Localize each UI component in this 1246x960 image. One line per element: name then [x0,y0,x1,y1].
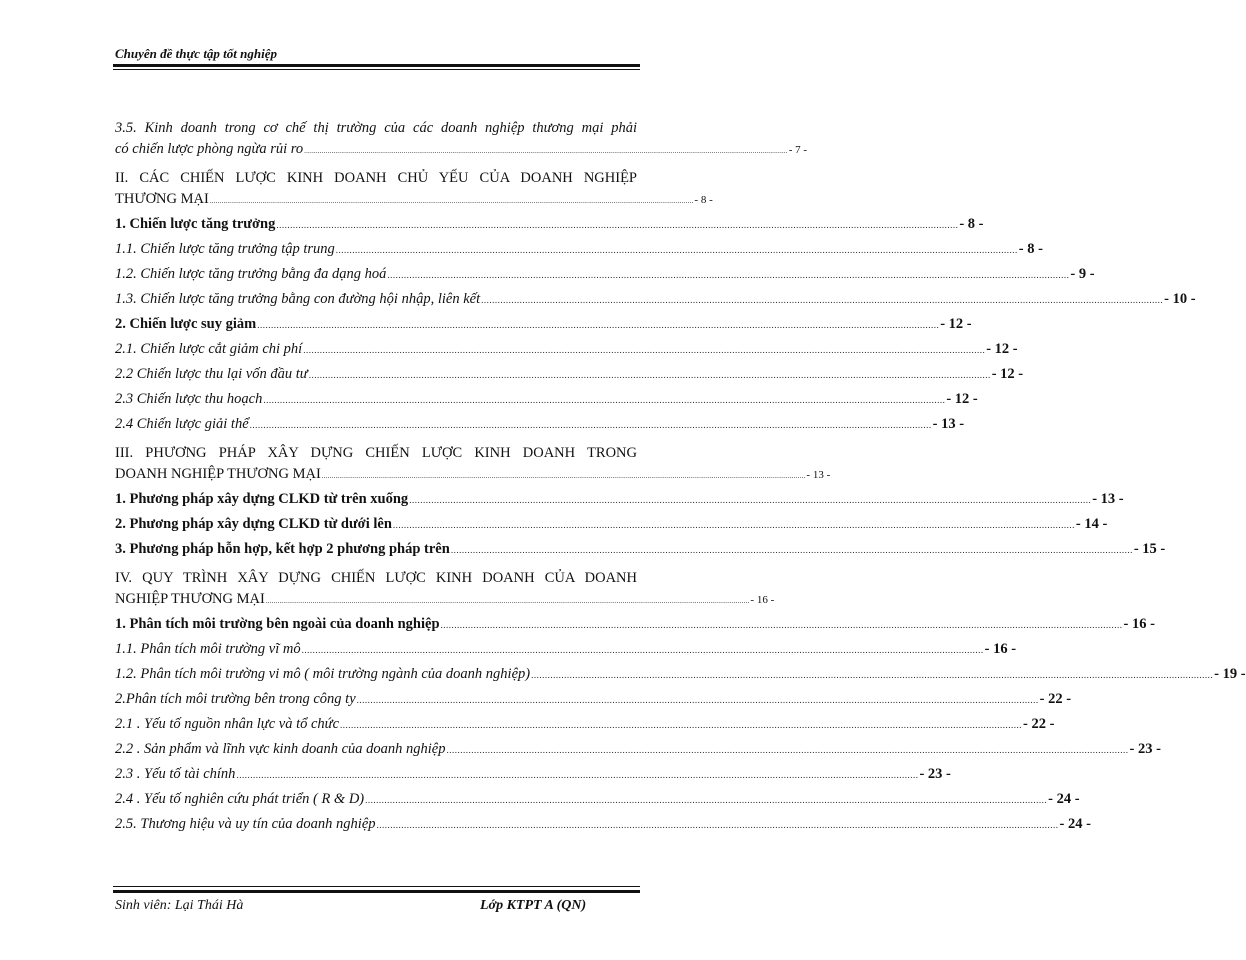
toc-dot-leader [336,245,1018,255]
toc-dot-leader [340,720,1022,730]
toc-entry[interactable] [115,741,1161,766]
toc-entry-label: 3. Phương pháp hỗn hợp, kết hợp 2 phương pháp trên [115,541,450,557]
toc-dot-leader [365,795,1047,805]
toc-page-number: - 16 - [750,594,775,606]
toc-entry[interactable] [115,391,978,416]
toc-entry-label: 1. Chiến lược tăng trưởng [115,216,276,232]
toc-page-number: - 12 - [986,341,1018,357]
toc-entry[interactable] [115,641,1017,666]
toc-dot-leader [441,620,1123,630]
toc-page-number: - 14 - [1075,516,1108,532]
toc-page-number: - 22 - [1023,716,1055,732]
toc-page-number: - 8 - [959,216,984,232]
toc-page-number: - 13 - [1092,491,1124,507]
toc-page-number: - 13 - [806,469,831,481]
toc-page-number: - 10 - [1164,291,1196,307]
toc-entry-label: 2.2 . Sản phẩm và lĩnh vực kinh doanh của doanh nghiệp [115,741,446,757]
toc-entry[interactable] [115,216,984,241]
toc-entry-label-line1: IV. QUY TRÌNH XÂY DỰNG CHIẾN LƯỢC KINH DOANH CỦA DOANH [115,570,637,586]
toc-page-number: - 16 - [1123,616,1155,632]
toc-entry-label: 2.3 . Yếu tố tài chính [115,766,236,782]
toc-entry-label: 2.1 . Yếu tố nguồn nhân lực và tổ chức [115,716,340,732]
toc-entry[interactable] [115,491,1124,516]
toc-entry-label: 2.4 Chiến lược giải thể [115,416,249,432]
header-rule-thick [113,64,640,67]
toc-dot-leader [263,395,945,405]
toc-entry[interactable] [115,341,1018,366]
toc-page-number: - 8 - [694,194,713,206]
toc-dot-leader [250,420,932,430]
toc-entry-label: 1.1. Phân tích môi trường vĩ mô [115,641,301,657]
footer-rule-thin [113,886,640,887]
toc-dot-leader [302,645,984,655]
toc-page-number: - 24 - [1048,791,1080,807]
toc-dot-leader [210,197,694,205]
toc-page-number: - 23 - [1129,741,1161,757]
toc-page-number: - 16 - [984,641,1017,657]
toc-dot-leader [531,670,1213,680]
toc-entry-label-line2: có chiến lược phòng ngừa rủi ro [115,141,304,157]
toc-entry-label-line1: 3.5. Kinh doanh trong cơ chế thị trường của các doanh nghiệp thương mại phải [115,120,637,136]
toc-page-number: - 12 - [991,366,1024,382]
toc-dot-leader [446,745,1128,755]
toc-entry-label: 1. Phân tích môi trường bên ngoài của doanh nghiệp [115,616,440,632]
toc-page-number: - 7 - [788,144,808,156]
toc-entry-label-line2: NGHIỆP THƯƠNG MẠI [115,591,265,607]
toc-dot-leader [266,597,750,605]
toc-entry-label: 2.4 . Yếu tố nghiên cứu phát triển ( R & D) [115,791,365,807]
toc-entry[interactable] [115,241,1043,266]
toc-entry-label-line1: II. CÁC CHIẾN LƯỢC KINH DOANH CHỦ YẾU CỦA DOANH NGHIỆP [115,170,637,186]
toc-entry[interactable] [115,291,1196,316]
toc-entry[interactable] [115,766,951,791]
toc-dot-leader [387,270,1069,280]
toc-entry-label: 2.1. Chiến lược cắt giảm chi phí [115,341,303,357]
toc-entry-label: 2.5. Thương hiệu và uy tín của doanh nghiệp [115,816,376,832]
toc-entry-label: 2.Phân tích môi trường bên trong công ty [115,691,356,707]
toc-entry[interactable] [115,166,713,216]
toc-dot-leader [257,320,939,330]
toc-page-number: - 15 - [1133,541,1166,557]
footer-rule-thick [113,890,640,893]
toc-entry[interactable] [115,666,1246,691]
toc-entry[interactable] [115,516,1108,541]
toc-dot-leader [451,545,1133,555]
toc-entry[interactable] [115,416,965,441]
toc-dot-leader [236,770,918,780]
toc-dot-leader [357,695,1039,705]
toc-entry[interactable] [115,366,1024,391]
toc-entry[interactable] [115,716,1055,741]
header-title: Chuyên đề thực tập tốt nghiệp [115,46,277,61]
toc-page-number: - 13 - [932,416,965,432]
toc-entry-label-line2: THƯƠNG MẠI [115,191,209,207]
toc-entry[interactable] [115,791,1080,816]
toc-page-number: - 8 - [1018,241,1043,257]
toc-entry-label: 2.2 Chiến lược thu lại vốn đầu tư [115,366,308,382]
toc-dot-leader [276,220,958,230]
toc-page-number: - 12 - [940,316,972,332]
toc-entry-label-line2: DOANH NGHIỆP THƯƠNG MẠI [115,466,321,482]
toc-dot-leader [322,472,806,480]
toc-entry-label: 1.1. Chiến lược tăng trưởng tập trung [115,241,335,257]
footer-student: Sinh viên: Lại Thái Hà [115,898,244,913]
toc-entry[interactable] [115,266,1095,291]
toc-entry[interactable] [115,816,1091,841]
footer-class: Lớp KTPT A (QN) [480,898,587,913]
toc-dot-leader [309,370,991,380]
toc-entry[interactable] [115,616,1155,641]
toc-dot-leader [304,147,788,155]
toc-page-number: - 12 - [946,391,978,407]
toc-page-number: - 22 - [1039,691,1072,707]
toc-entry[interactable] [115,566,775,616]
toc-entry-label: 2. Chiến lược suy giảm [115,316,257,332]
table-of-contents [115,116,1246,841]
toc-entry[interactable] [115,441,831,491]
toc-entry-label: 2.3 Chiến lược thu hoạch [115,391,263,407]
header-rule-thin [113,69,640,70]
toc-page-number: - 19 - [1214,666,1246,682]
toc-dot-leader [393,520,1075,530]
toc-dot-leader [481,295,1163,305]
toc-dot-leader [409,495,1091,505]
toc-dot-leader [377,820,1059,830]
toc-entry-label: 1.3. Chiến lược tăng trưởng bằng con đường hội nhập, liên kết [115,291,481,307]
toc-entry-label: 1.2. Chiến lược tăng trưởng bằng đa dạng hoá [115,266,387,282]
toc-entry-label: 2. Phương pháp xây dựng CLKD từ dưới lên [115,516,392,532]
toc-entry-label: 1.2. Phân tích môi trường vi mô ( môi trường ngành của doanh nghiệp) [115,666,531,682]
toc-dot-leader [303,345,985,355]
toc-entry-label: 1. Phương pháp xây dựng CLKD từ trên xuống [115,491,409,507]
toc-page-number: - 9 - [1070,266,1095,282]
toc-entry[interactable] [115,316,972,341]
toc-entry[interactable] [115,116,808,166]
toc-entry[interactable] [115,691,1072,716]
toc-page-number: - 24 - [1059,816,1091,832]
toc-entry-label-line1: III. PHƯƠNG PHÁP XÂY DỰNG CHIẾN LƯỢC KINH DOANH TRONG [115,445,637,461]
toc-page-number: - 23 - [919,766,951,782]
toc-entry[interactable] [115,541,1166,566]
